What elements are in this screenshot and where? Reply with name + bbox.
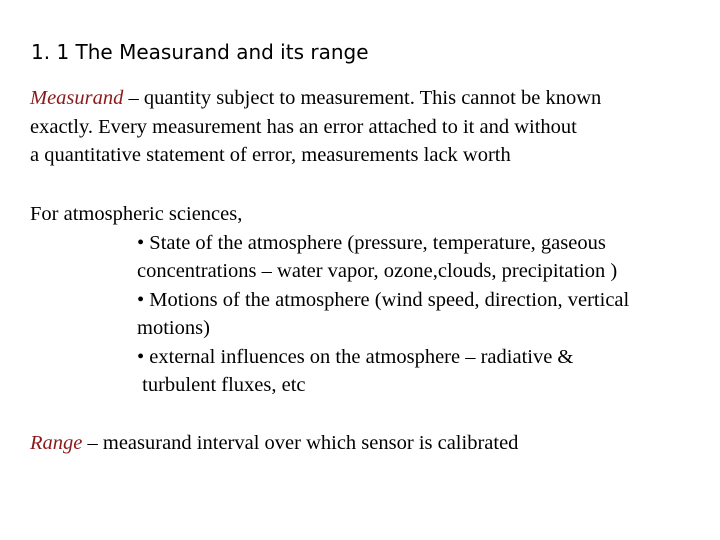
- bullet-external-line-2: turbulent fluxes, etc: [137, 374, 306, 396]
- measurand-term: Measurand: [30, 87, 124, 109]
- measurand-definition-line-1: [30, 84, 601, 112]
- atmos-intro: For atmospheric sciences,: [30, 203, 243, 225]
- slide-title: 1. 1 The Measurand and its range: [31, 40, 369, 64]
- range-definition: [30, 429, 518, 457]
- measurand-definition-line-3: a quantitative statement of error, measurements lack worth: [30, 144, 511, 166]
- bullet-external-line-1: • external influences on the atmosphere – radiative &: [137, 346, 574, 368]
- bullet-state-line-2: concentrations – water vapor, ozone,clouds, precipitation ): [137, 260, 618, 282]
- range-term: Range: [30, 432, 83, 454]
- measurand-text-1: – quantity subject to measurement. This cannot be known: [123, 87, 602, 109]
- range-text: – measurand interval over which sensor is calibrated: [82, 432, 519, 454]
- bullet-motions-line-2: motions): [137, 317, 210, 339]
- bullet-state-line-1: • State of the atmosphere (pressure, temperature, gaseous: [137, 232, 606, 254]
- bullet-motions-line-1: • Motions of the atmosphere (wind speed, direction, vertical: [137, 289, 630, 311]
- measurand-definition-line-2: exactly. Every measurement has an error attached to it and without: [30, 116, 577, 138]
